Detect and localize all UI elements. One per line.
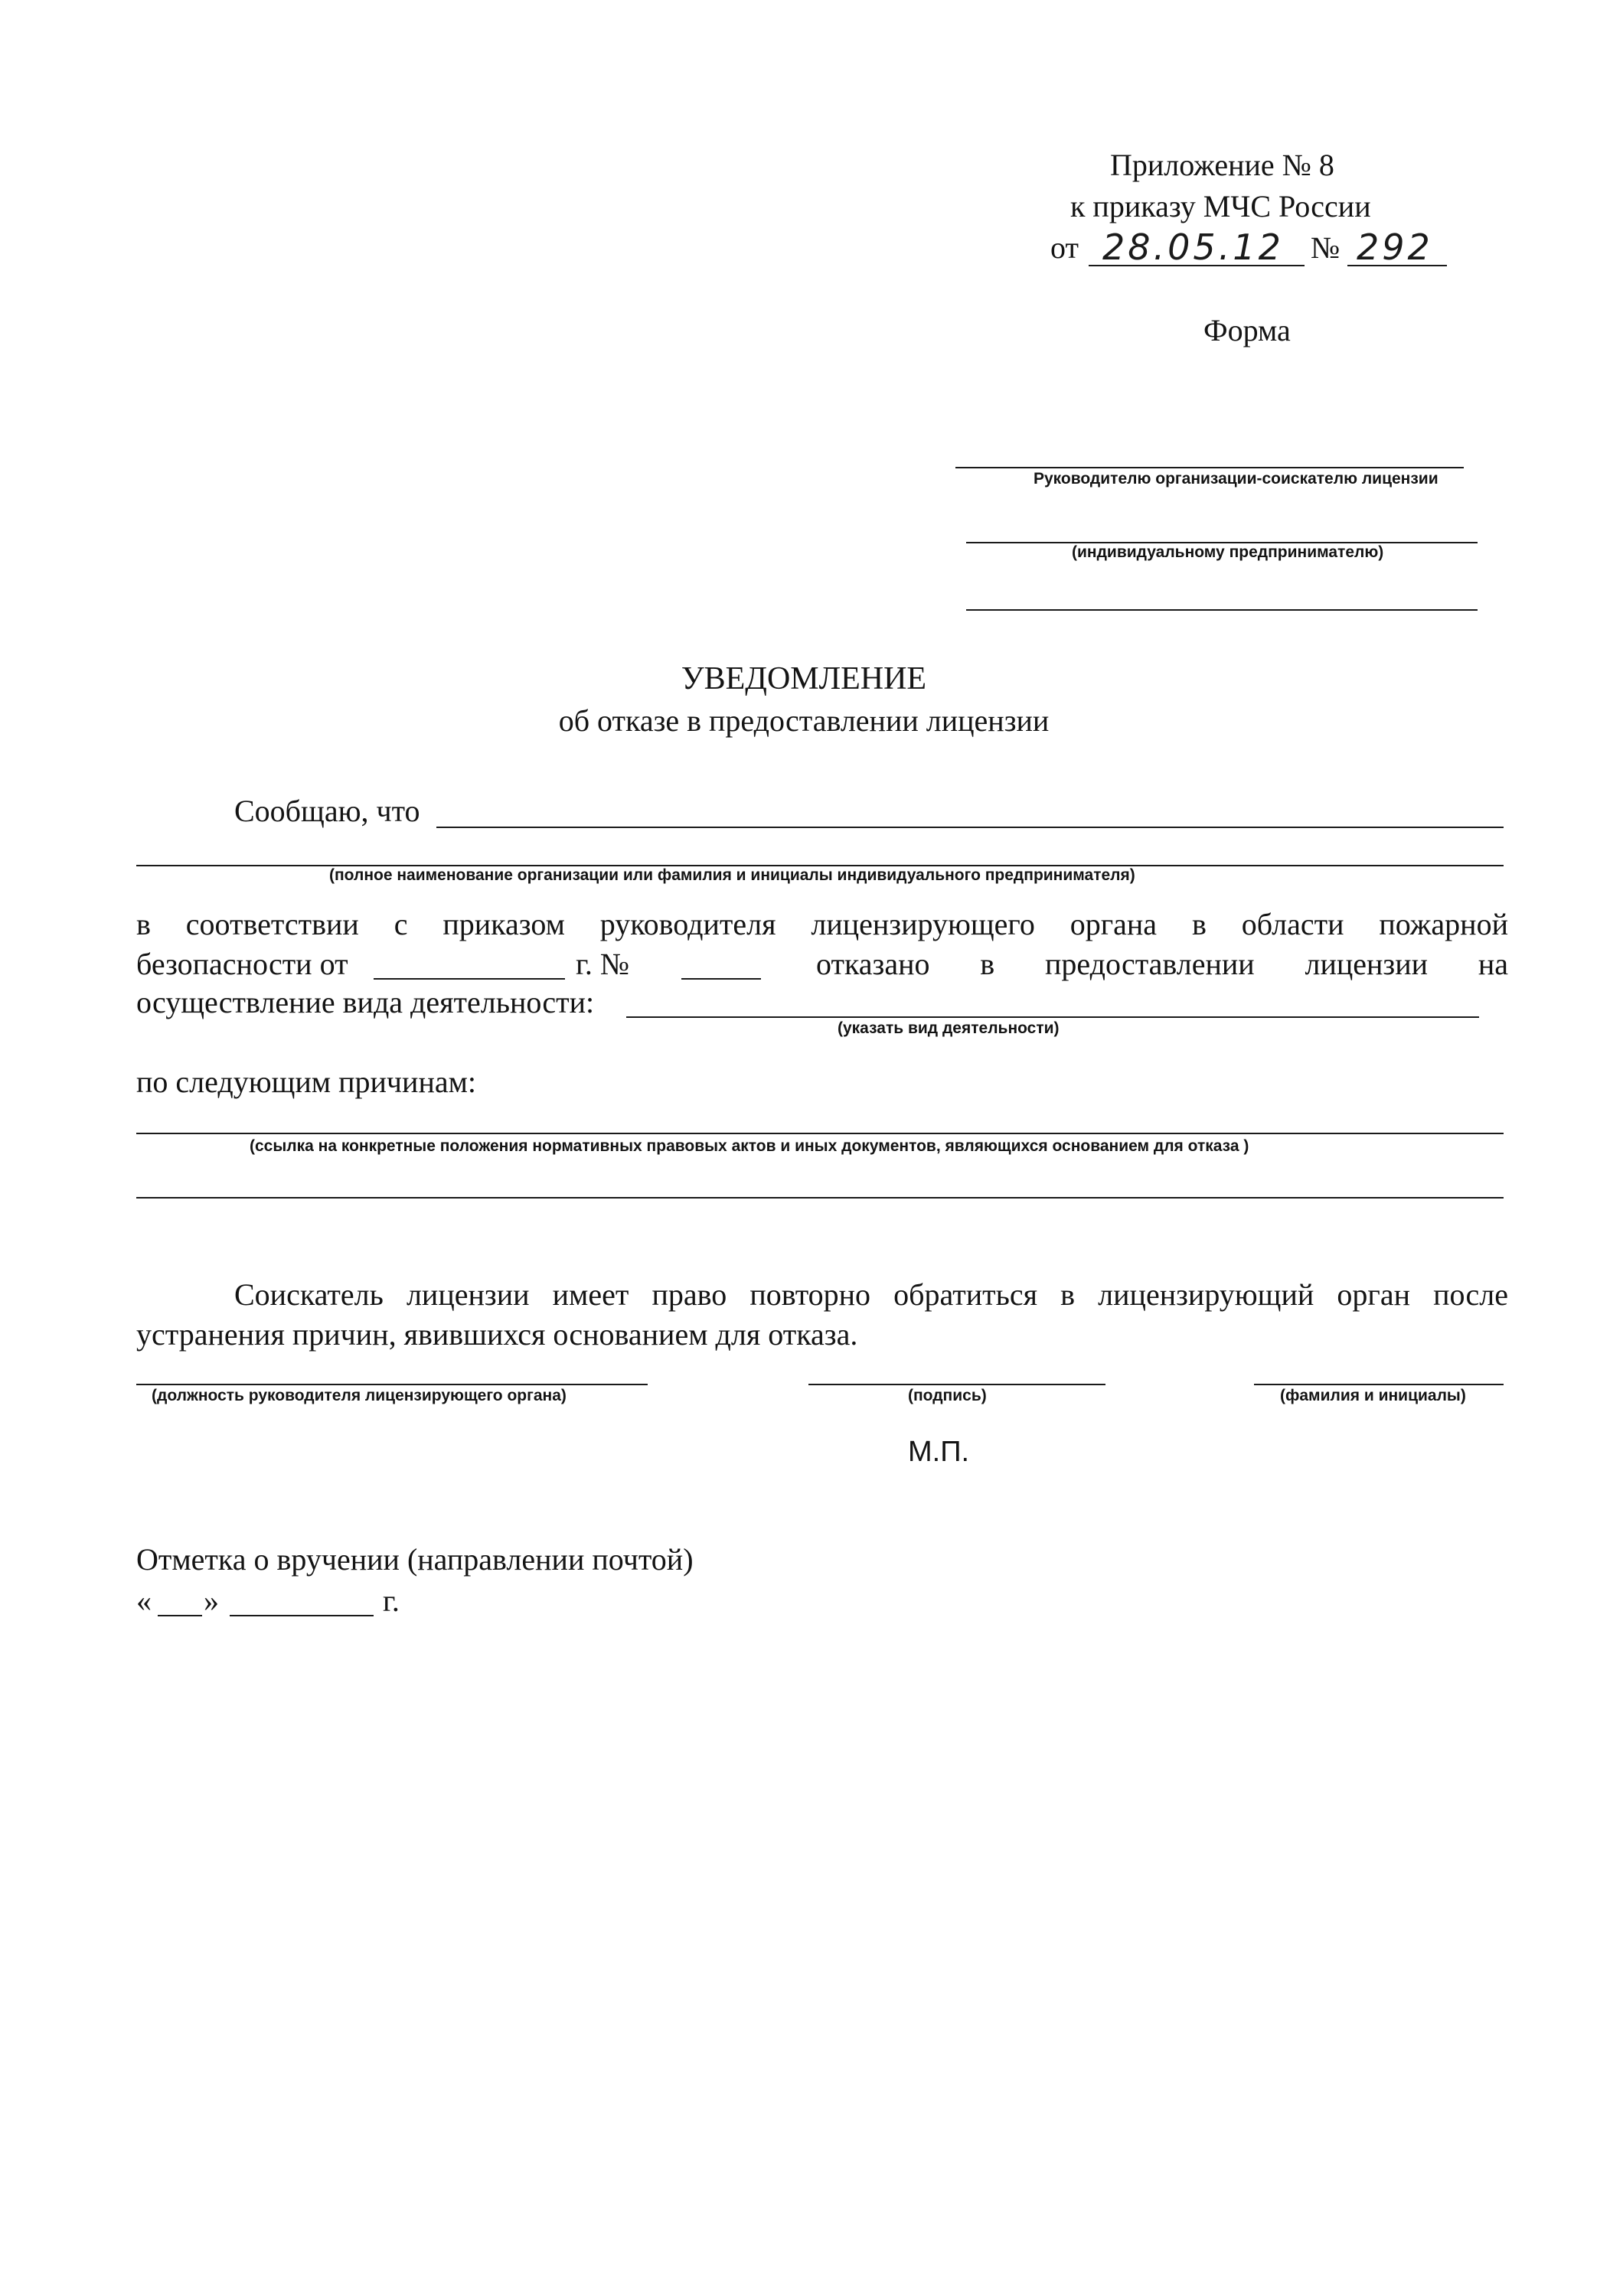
addressee-line-3	[966, 609, 1478, 611]
reasons-caption: (ссылка на конкретные положения нормативных правовых актов и иных документов, являющихся основанием для отказа )	[250, 1137, 1249, 1155]
position-caption: (должность руководителя лицензирующего органа)	[152, 1387, 567, 1404]
addressee-line-1	[955, 467, 1464, 468]
delivery-year-suffix: г.	[383, 1583, 400, 1618]
signature-caption: (подпись)	[908, 1387, 987, 1404]
appendix-number: Приложение № 8	[1110, 148, 1334, 182]
activity-line	[626, 1016, 1479, 1018]
document-subtitle: об отказе в предоставлении лицензии	[558, 703, 1050, 738]
inform-label: Сообщаю, что	[234, 794, 420, 828]
order-from-label: от	[1050, 230, 1079, 265]
order-number-blank	[681, 978, 761, 980]
activity-caption: (указать вид деятельности)	[838, 1019, 1060, 1037]
delivery-label: Отметка о вручении (направлении почтой)	[136, 1542, 694, 1577]
order-date-handwritten: 28.05.12	[1102, 227, 1284, 268]
paragraph-line-1: в соответствии с приказом руководителя лицензирующего органа в области пожарной	[136, 907, 1508, 941]
addressee-caption-1: Руководителю организации-соискателю лицензии	[1034, 470, 1438, 488]
position-line	[136, 1384, 648, 1385]
reasons-line-1	[136, 1133, 1504, 1134]
addressee-caption-2: (индивидуальному предпринимателю)	[1072, 543, 1384, 561]
order-number-label: №	[1311, 230, 1341, 265]
right-statement-line-1: Соискатель лицензии имеет право повторно обратиться в лицензирующий орган после	[234, 1277, 1508, 1312]
paragraph-line-2-start: безопасности от	[136, 947, 348, 981]
organization-name-caption: (полное наименование организации или фамилия и инициалы индивидуального предпринимателя)	[329, 866, 1135, 884]
delivery-quote-open: «	[136, 1583, 152, 1618]
form-label: Форма	[1203, 313, 1291, 347]
delivery-day-blank	[158, 1615, 202, 1616]
paragraph-line-2-end: отказано в предоставлении лицензии на	[816, 947, 1508, 981]
paragraph-line-2-number: г. №	[576, 947, 630, 981]
order-reference: к приказу МЧС России	[1070, 189, 1371, 223]
order-date-line	[1089, 265, 1305, 266]
right-statement-line-2: устранения причин, явившихся основанием для отказа.	[136, 1317, 858, 1352]
inform-line	[436, 827, 1504, 828]
order-number-line	[1347, 265, 1447, 266]
delivery-quote-close: »	[204, 1583, 219, 1618]
paragraph-line-3: осуществление вида деятельности:	[136, 985, 595, 1019]
stamp-place-label: М.П.	[908, 1436, 970, 1468]
signature-line	[808, 1384, 1105, 1385]
document-title: УВЕДОМЛЕНИЕ	[681, 661, 927, 696]
reasons-line-2	[136, 1197, 1504, 1199]
order-number-handwritten: 292	[1357, 227, 1433, 268]
full-name-caption: (фамилия и инициалы)	[1280, 1387, 1466, 1404]
reasons-label: по следующим причинам:	[136, 1065, 477, 1099]
full-name-line	[1254, 1384, 1504, 1385]
order-date-blank	[374, 978, 565, 980]
delivery-month-blank	[230, 1615, 374, 1616]
